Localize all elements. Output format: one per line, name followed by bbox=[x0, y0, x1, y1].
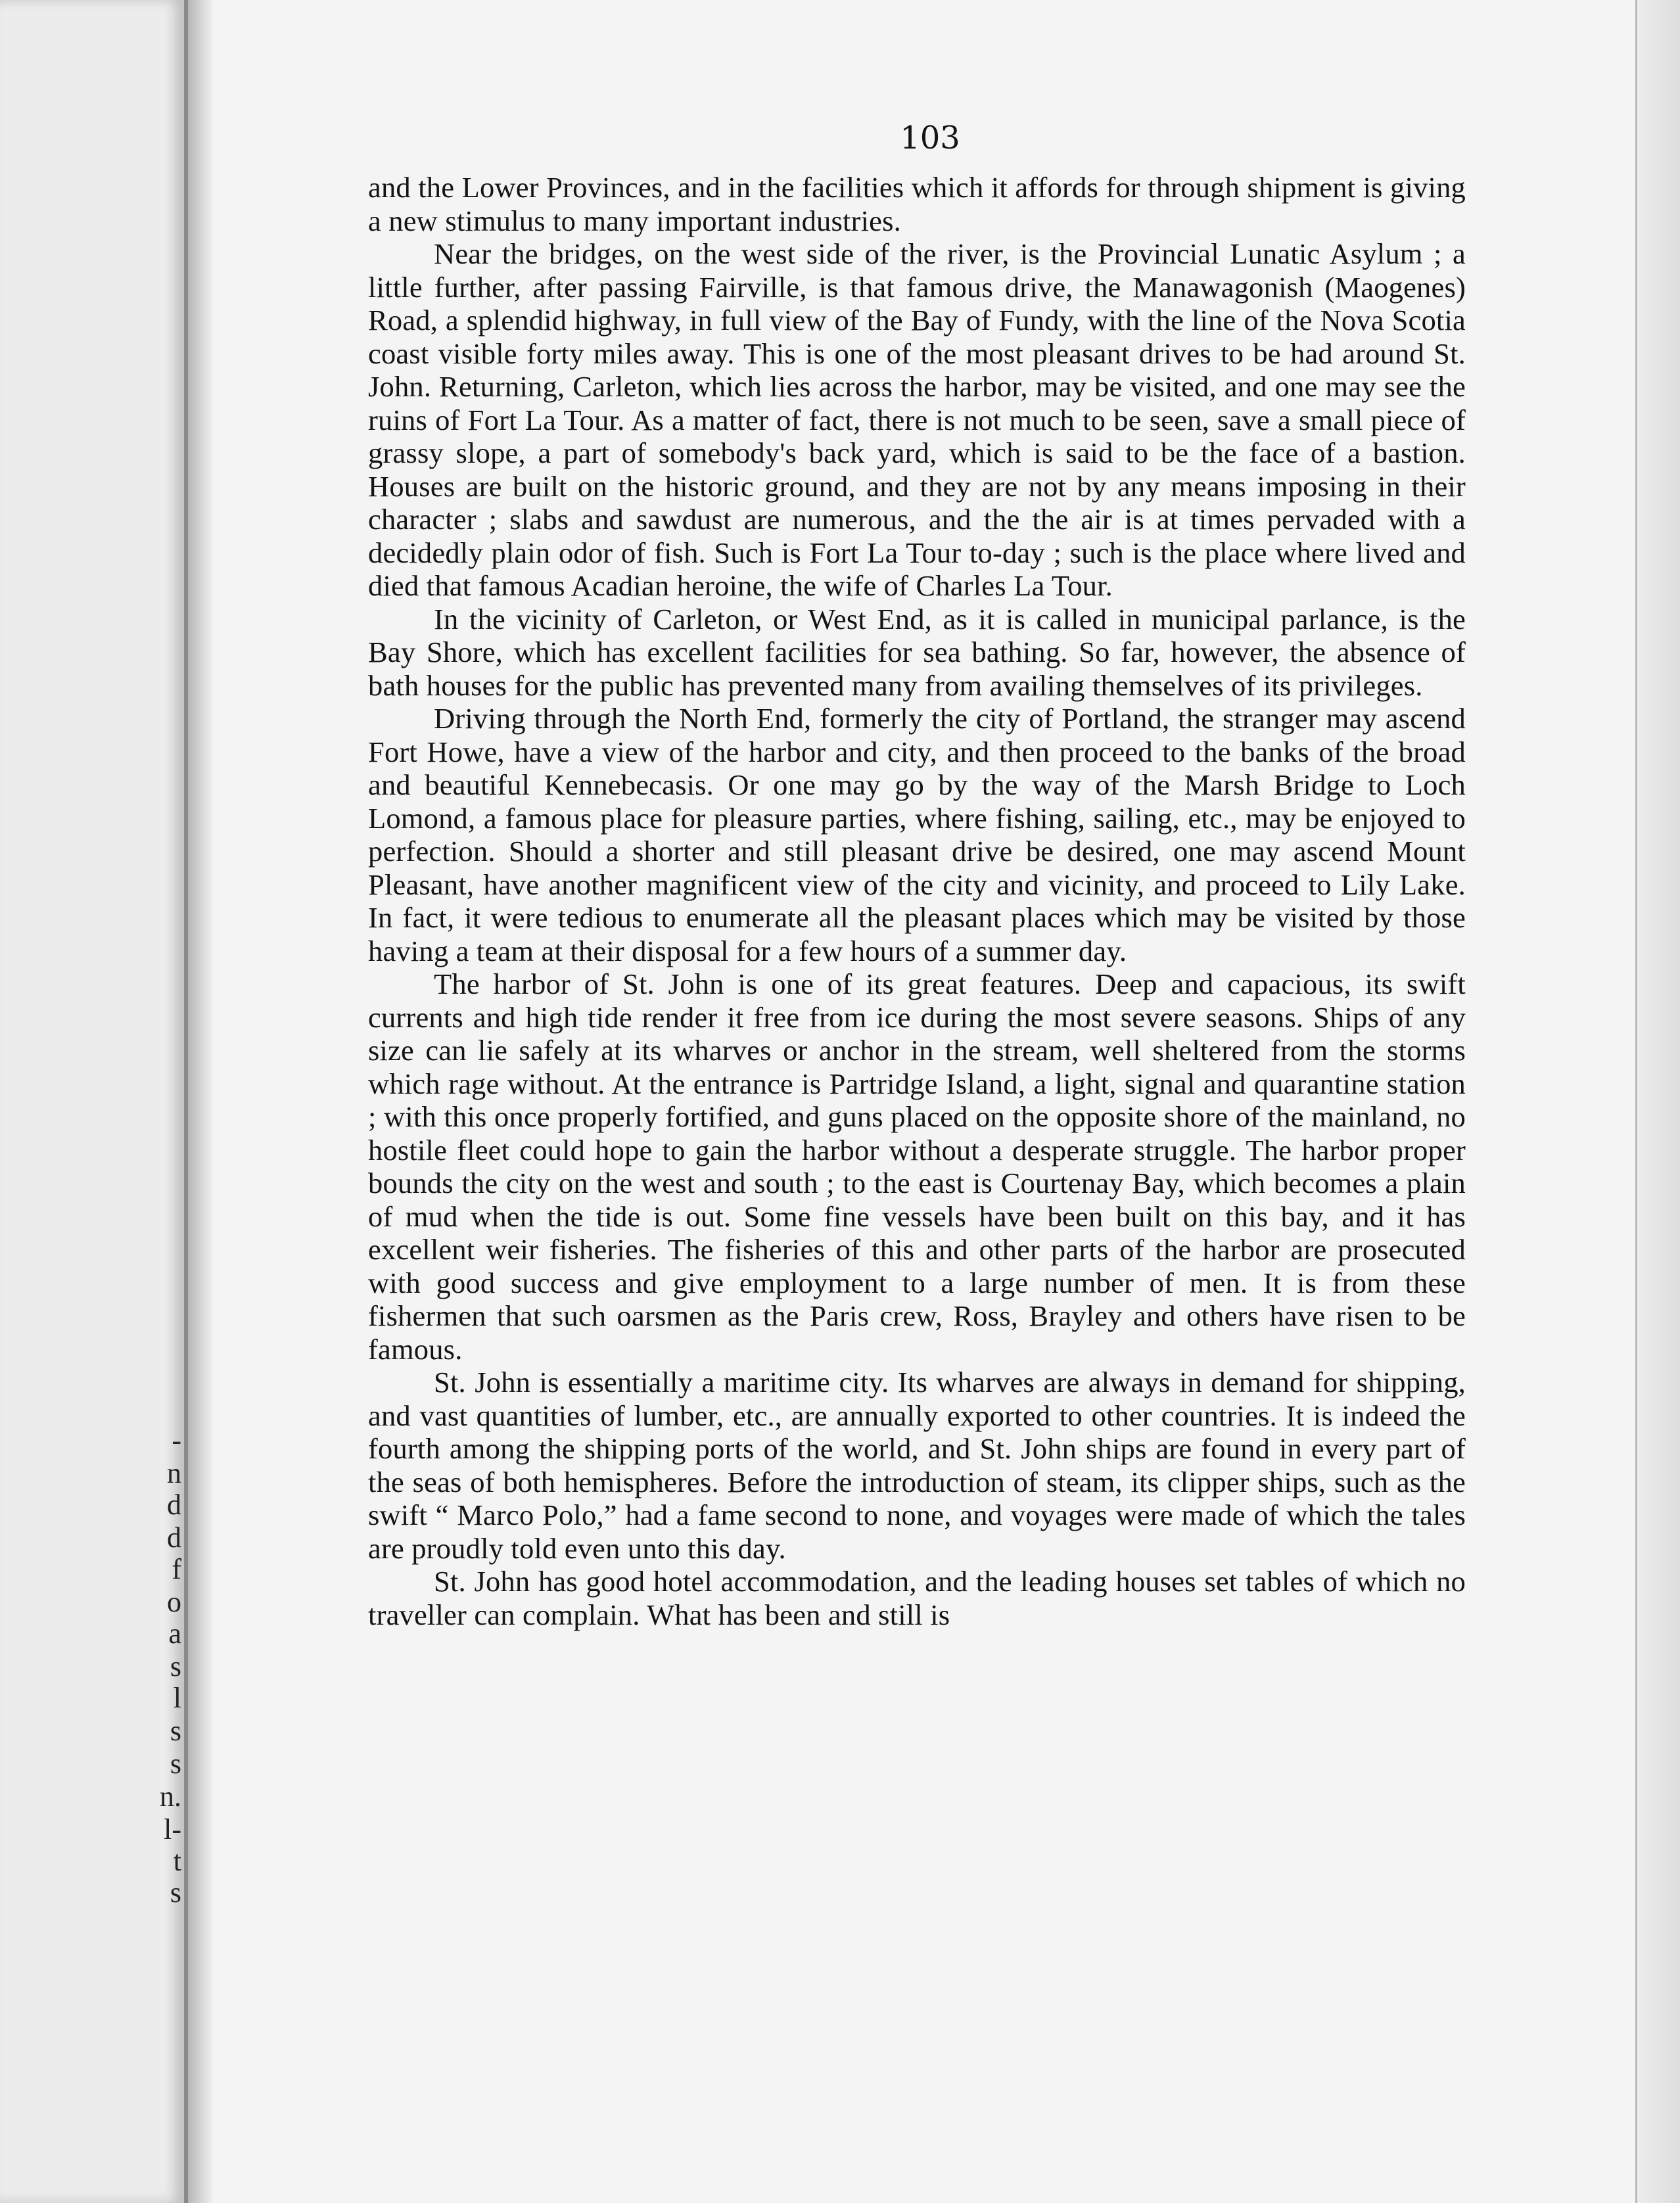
edge-letter: l bbox=[173, 1682, 181, 1714]
page-number: 103 bbox=[900, 120, 960, 156]
edge-letter: o bbox=[167, 1586, 181, 1618]
paragraph: St. John is essentially a maritime city. Its wharves are always in demand for shipping, and vast quantities of lumber, etc., are annually exported to other countries. It is indeed the fourth among the shipping ports of the world, and St. John ships are found in every part of the seas of both hemispheres. Before the introduction of steam, its clipper ships, such as the swift “ Marco Polo,” had a fame second to none, and voyages were made of which the tales are proudly told even unto this day. bbox=[368, 1366, 1466, 1565]
paragraph: St. John has good hotel accommodation, and the leading houses set tables of which no traveller can complain. What has been and still is bbox=[368, 1565, 1466, 1631]
edge-letter: n. bbox=[160, 1780, 181, 1813]
paragraph: The harbor of St. John is one of its great features. Deep and capacious, its swift currents and high tide render it free from ice during the most severe seasons. Ships of any size can lie safely at its wharves or anchor in the stream, well sheltered from the storms which rage without. At the entrance is Partridge Island, a light, signal and quarantine station ; with this once properly fortified, and guns placed on the opposite shore of the mainland, no hostile fleet could hope to gain the harbor without a desperate struggle. The harbor proper bounds the city on the west and south ; to the east is Courtenay Bay, which becomes a plain of mud when the tide is out. Some fine vessels have been built on this bay, and it has excellent weir fisheries. The fisheries of this and other parts of the harbor are prosecuted with good success and give employment to a large number of men. It is from these fishermen that such oarsmen as the Paris crew, Ross, Brayley and others have risen to be famous. bbox=[368, 967, 1466, 1366]
edge-letter: d bbox=[167, 1489, 181, 1521]
edge-letter: a bbox=[168, 1617, 181, 1650]
facing-page-edge bbox=[0, 0, 188, 2203]
edge-letter: n bbox=[167, 1457, 181, 1489]
paragraph: Driving through the North End, formerly the city of Portland, the stranger may ascend Fort Howe, have a view of the harbor and city, and then proceed to the banks of the broad and beautiful Kennebecasis. Or one may go by the way of the Marsh Bridge to Loch Lomond, a famous place for pleasure parties, where fishing, sailing, etc., may be enjoyed to perfection. Should a shorter and still pleasant drive be desired, one may ascend Mount Pleasant, have another magnificent view of the city and vicinity, and proceed to Lily Lake. In fact, it were tedious to enumerate all the pleasant places which may be visited by those having a team at their disposal for a few hours of a summer day. bbox=[368, 702, 1466, 967]
edge-letter: s bbox=[170, 1876, 181, 1909]
paragraph: Near the bridges, on the west side of the river, is the Provincial Lunatic Asylum ; a little further, after passing Fairville, is that famous drive, the Manawagonish (Maogenes) Road, a splendid highway, in full view of the Bay of Fundy, with the line of the Nova Scotia coast visible forty miles away. This is one of the most pleasant drives to be had around St. John. Returning, Carleton, which lies across the harbor, may be visited, and one may see the ruins of Fort La Tour. As a matter of fact, there is not much to be seen, save a small piece of grassy slope, a part of somebody's back yard, which is said to be the face of a bastion. Houses are built on the historic ground, and they are not by any means imposing in their character ; slabs and sawdust are numerous, and the the air is at times pervaded with a decidedly plain odor of fish. Such is Fort La Tour to-day ; such is the place where lived and died that famous Acadian heroine, the wife of Charles La Tour. bbox=[368, 237, 1466, 602]
edge-letter: l- bbox=[164, 1813, 181, 1845]
paragraph: and the Lower Provinces, and in the facilities which it affords for through shipment is giving a new stimulus to many important industries. bbox=[368, 171, 1466, 237]
paragraph: In the vicinity of Carleton, or West End, as it is called in municipal parlance, is the Bay Shore, which has excellent facilities for sea bathing. So far, however, the absence of bath houses for the public has prevented many from availing themselves of its privileges. bbox=[368, 602, 1466, 702]
gutter-shadow bbox=[188, 0, 214, 2203]
page-body bbox=[368, 118, 1466, 1631]
edge-letter: d bbox=[167, 1521, 181, 1554]
edge-letter: s bbox=[170, 1748, 181, 1780]
edge-letter: - bbox=[172, 1424, 181, 1456]
edge-letter: s bbox=[170, 1650, 181, 1682]
page-right-edge bbox=[1635, 0, 1680, 2203]
edge-letter: t bbox=[173, 1845, 181, 1877]
edge-letter: f bbox=[172, 1553, 181, 1585]
edge-letter: s bbox=[170, 1715, 181, 1747]
